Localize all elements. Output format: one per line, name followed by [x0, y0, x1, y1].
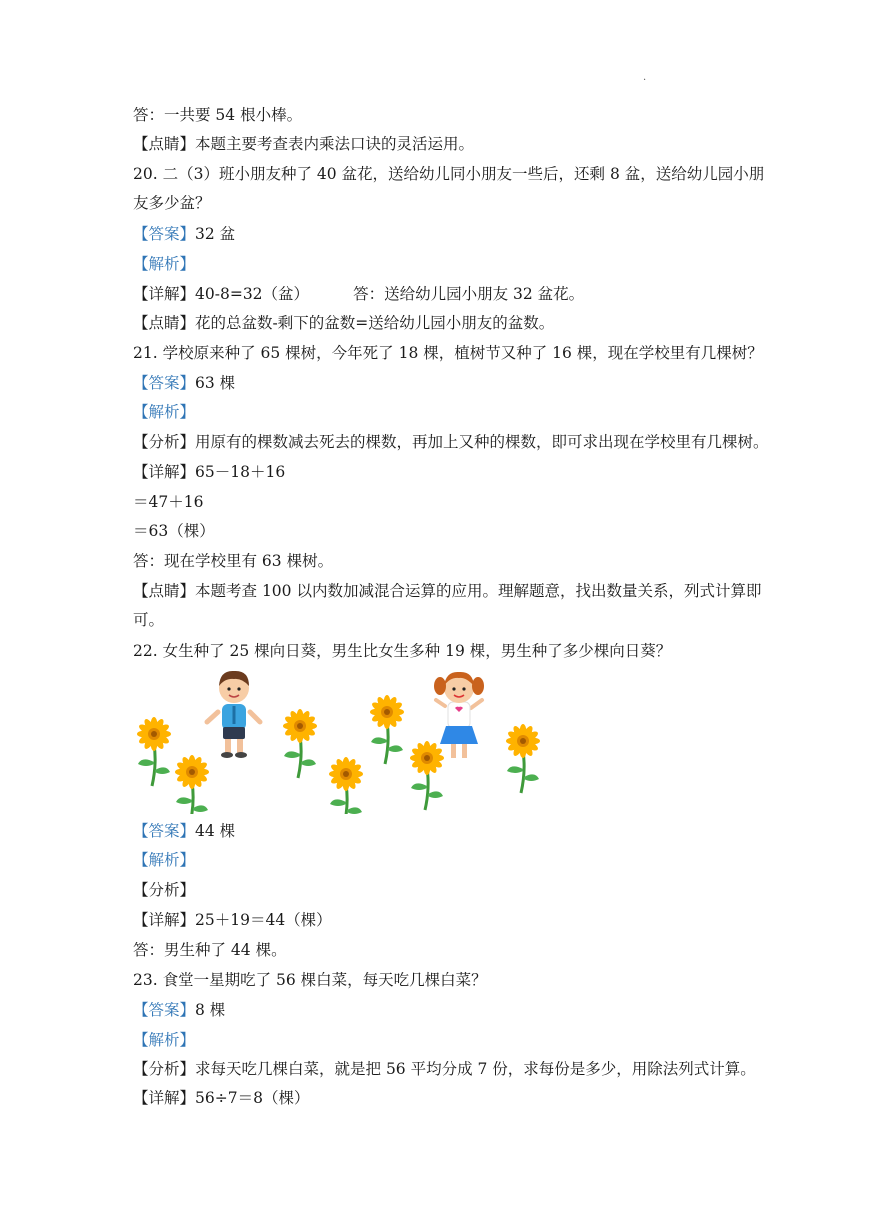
analysis-label: 【解析】	[133, 403, 196, 421]
text-line: 【分析】求每天吃几棵白菜，就是把 56 平均分成 7 份，求每份是多少，用除法列式计算。	[133, 1060, 756, 1078]
text-line: 友多少盆？	[133, 194, 211, 212]
question-21: 21. 学校原来种了 65 棵树，今年死了 18 棵，植树节又种了 16 棵，现在学校里有几棵树？	[133, 344, 763, 362]
text-line: 【分析】	[133, 881, 196, 899]
sunflower-icon	[329, 757, 363, 814]
text-line: 答：一共要 54 根小棒。	[133, 106, 303, 124]
text-line: 【点睛】花的总盆数-剩下的盆数=送给幼儿园小朋友的盆数。	[133, 314, 555, 332]
answer-line: 【答案】63 棵	[133, 374, 236, 392]
text-line: 答：男生种了 44 棵。	[133, 941, 287, 959]
sunflower-illustration	[128, 664, 548, 814]
analysis-label: 【解析】	[133, 255, 196, 273]
sunflower-icon	[506, 724, 540, 793]
detail-line: 【详解】25＋19＝44（棵）	[133, 911, 332, 929]
detail-line: 【详解】40-8=32（盆） 答：送给幼儿园小朋友 32 盆花。	[133, 285, 585, 303]
answer-line: 【答案】8 棵	[133, 1001, 226, 1019]
question-22: 22. 女生种了 25 棵向日葵，男生比女生多种 19 棵，男生种了多少棵向日葵？	[133, 642, 672, 660]
question-20: 20. 二（3）班小朋友种了 40 盆花，送给幼儿同小朋友一些后，还剩 8 盆，送给幼儿园小朋	[133, 165, 765, 183]
text-line: ＝63（棵）	[133, 522, 215, 540]
text-line: 【点睛】本题主要考查表内乘法口诀的灵活运用。	[133, 135, 475, 153]
text-line: 可。	[133, 611, 165, 629]
detail-line: 【详解】65－18＋16	[133, 463, 286, 481]
analysis-label: 【解析】	[133, 851, 196, 869]
detail-line: 【详解】56÷7＝8（棵）	[133, 1089, 310, 1107]
girl-figure	[434, 672, 484, 758]
analysis-label: 【解析】	[133, 1031, 196, 1049]
text-line: 【点睛】本题考查 100 以内数加减混合运算的应用。理解题意，找出数量关系，列式计算即	[133, 582, 762, 600]
question-23: 23. 食堂一星期吃了 56 棵白菜，每天吃几棵白菜？	[133, 971, 487, 989]
answer-line: 【答案】44 棵	[133, 822, 236, 840]
header-mark: .	[643, 72, 647, 83]
text-line: 答：现在学校里有 63 棵树。	[133, 552, 334, 570]
sunflower-icon	[410, 741, 444, 810]
sunflower-icon	[283, 709, 317, 778]
text-line: 【分析】用原有的棵数减去死去的棵数，再加上又种的棵数，即可求出现在学校里有几棵树。	[133, 433, 769, 451]
boy-figure	[207, 671, 260, 758]
sunflower-icon	[137, 717, 171, 786]
sunflower-icon	[370, 695, 404, 764]
text-line: ＝47＋16	[133, 493, 204, 511]
sunflower-icon	[175, 755, 209, 814]
answer-line: 【答案】32 盆	[133, 225, 236, 243]
